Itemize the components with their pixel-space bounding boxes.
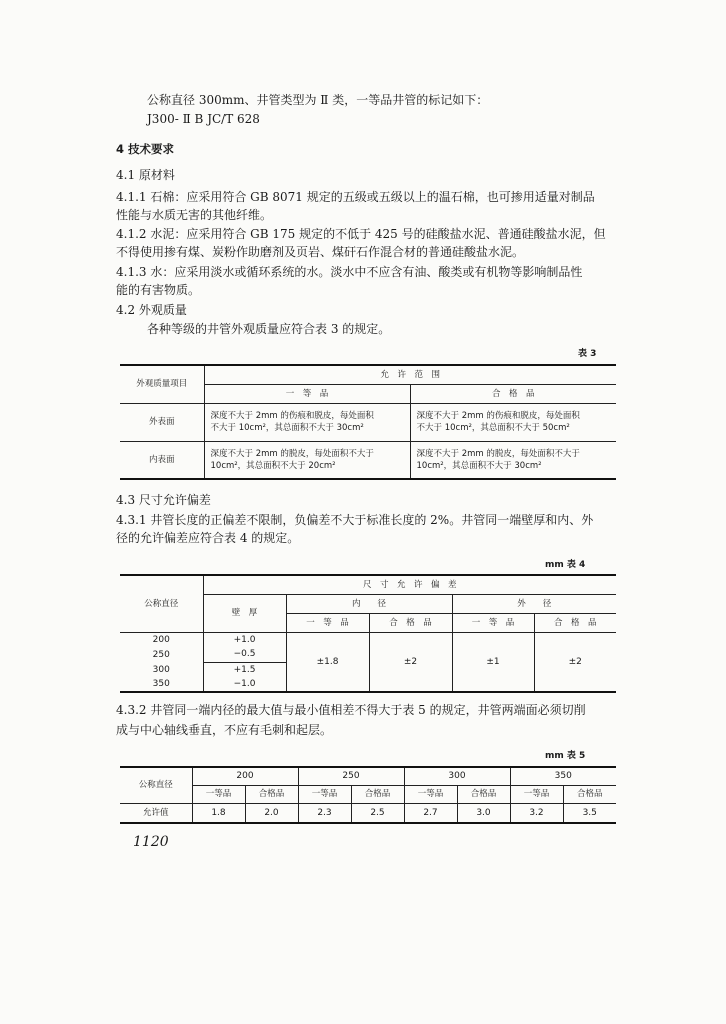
clause-4-1-1: 4.1.1 石棉：应采用符合 GB 8071 规定的五级或五级以上的温石棉，也可掺用适量对制品 <box>116 190 595 204</box>
clause-4-1-3: 4.1.3 水：应采用淡水或循环系统的水。淡水中不应含有油、酸类或有机物等影响制品性 <box>116 265 583 279</box>
clause-4-2-text: 各种等级的井管外观质量应符合表 3 的规定。 <box>147 322 391 336</box>
table-4-dn: 250 <box>120 647 203 662</box>
table-3-header-qualified: 合 格 品 <box>410 384 616 403</box>
table-5-header-dn-value: 350 <box>510 767 616 785</box>
table-3-cell-line: 10cm²，其总面积不大于 30cm² <box>416 460 542 471</box>
table-4-header-wall: 壁 厚 <box>203 594 286 632</box>
table-5-value: 2.3 <box>298 803 351 823</box>
table-4-header-inner: 内 径 <box>286 594 452 613</box>
table-row <box>120 403 616 441</box>
table-4-header-first: 一 等 品 <box>452 613 534 632</box>
table-5-value: 3.2 <box>510 803 563 823</box>
table-3-item: 内表面 <box>120 441 204 479</box>
section-4-2-title: 4.2 外观质量 <box>116 303 187 317</box>
section-4-title: 4 技术要求 <box>116 142 175 156</box>
table-3-cell <box>204 441 410 479</box>
table-3-header-item: 外观质量项目 <box>120 365 204 403</box>
table-3-cell <box>204 403 410 441</box>
table-5-value: 1.8 <box>192 803 245 823</box>
table-5-row-label: 允许值 <box>120 803 192 823</box>
table-3-header-first: 一 等 品 <box>204 384 410 403</box>
table-4-dn: 200 <box>120 632 203 647</box>
table-5-header-qualified: 合格品 <box>245 785 298 803</box>
table-4-inner-first: ±1.8 <box>286 632 369 692</box>
table-4-outer-first: ±1 <box>452 632 534 692</box>
table-5-value: 3.0 <box>457 803 510 823</box>
table-3-caption: 表 3 <box>578 349 597 359</box>
table-3-item: 外表面 <box>120 403 204 441</box>
table-4-wall: −1.0 <box>203 677 286 692</box>
table-4-caption: mm 表 4 <box>545 560 586 570</box>
table-4-wall: +1.0 <box>203 632 286 647</box>
table-row <box>120 632 616 647</box>
table-5-header-first: 一等品 <box>510 785 563 803</box>
clause-4-1-1-cont: 性能与水质无害的其他纤维。 <box>116 208 273 222</box>
table-4-outer-qualified: ±2 <box>534 632 616 692</box>
table-4-wall: −0.5 <box>203 647 286 662</box>
table-5-header-first: 一等品 <box>404 785 457 803</box>
table-5-value: 2.7 <box>404 803 457 823</box>
table-4-header-qualified: 合 格 品 <box>369 613 452 632</box>
clause-4-3-2: 4.3.2 井管同一端内径的最大值与最小值相差不得大于表 5 的规定，井管两端面必须切削 <box>116 703 586 717</box>
table-5-header-dn-value: 200 <box>192 767 298 785</box>
table-5 <box>120 766 616 824</box>
table-5-header-qualified: 合格品 <box>457 785 510 803</box>
table-4-wall: +1.5 <box>203 662 286 677</box>
table-row <box>120 441 616 479</box>
table-5-header-qualified: 合格品 <box>563 785 616 803</box>
table-3-cell-line: 深度不大于 2mm 的伤痕和脱皮，每处面积 <box>210 411 374 421</box>
section-4-3-title: 4.3 尺寸允许偏差 <box>116 493 211 507</box>
clause-4-3-1-cont: 径的允许偏差应符合表 4 的规定。 <box>116 531 300 545</box>
table-5-value: 2.0 <box>245 803 298 823</box>
table-5-header-first: 一等品 <box>298 785 351 803</box>
clause-4-1-3-cont: 能的有害物质。 <box>116 283 201 297</box>
table-3-cell <box>410 441 616 479</box>
table-5-header-dn-value: 250 <box>298 767 404 785</box>
table-5-header-qualified: 合格品 <box>351 785 404 803</box>
table-row <box>120 803 616 823</box>
table-3 <box>120 364 616 480</box>
table-3-cell-line: 不大于 10cm²，其总面积不大于 30cm² <box>210 423 364 433</box>
clause-4-1-2-cont: 不得使用掺有煤、炭粉作助磨剂及页岩、煤矸石作混合材的普通硅酸盐水泥。 <box>116 245 525 259</box>
table-4-header-outer: 外 径 <box>452 594 616 613</box>
table-3-cell-line: 深度不大于 2mm 的脱皮，每处面积不大于 <box>210 448 374 459</box>
table-3-cell <box>410 403 616 441</box>
table-5-header-first: 一等品 <box>192 785 245 803</box>
table-3-cell-line: 深度不大于 2mm 的脱皮，每处面积不大于 <box>416 448 580 459</box>
table-5-value: 3.5 <box>563 803 616 823</box>
table-4-inner-qualified: ±2 <box>369 632 452 692</box>
marking-example: J300- Ⅱ B JC/T 628 <box>147 112 260 126</box>
clause-4-1-2: 4.1.2 水泥：应采用符合 GB 175 规定的不低于 425 号的硅酸盐水泥、普通硅酸盐水泥，但 <box>116 227 606 241</box>
table-4-header-dn: 公称直径 <box>120 575 203 632</box>
clause-4-3-1: 4.3.1 井管长度的正偏差不限制，负偏差不大于标准长度的 2%。井管同一端壁厚和内、外 <box>116 513 594 527</box>
table-3-cell-line: 10cm²，其总面积不大于 20cm² <box>210 460 336 471</box>
clause-4-3-2-cont: 成与中心轴线垂直，不应有毛刺和起层。 <box>116 723 333 737</box>
table-5-caption: mm 表 5 <box>545 751 586 761</box>
table-5-header-dn: 公称直径 <box>120 767 192 803</box>
table-4 <box>120 574 616 693</box>
table-4-dn: 300 <box>120 662 203 677</box>
section-4-1-title: 4.1 原材料 <box>116 168 175 182</box>
table-4-header-qualified: 合 格 品 <box>534 613 616 632</box>
table-3-header-range: 允 许 范 围 <box>204 365 616 384</box>
table-5-value: 2.5 <box>351 803 404 823</box>
table-5-header-dn-value: 300 <box>404 767 510 785</box>
page-number: 1120 <box>133 834 169 850</box>
table-3-cell-line: 不大于 10cm²，其总面积不大于 50cm² <box>416 423 570 433</box>
table-4-header-first: 一 等 品 <box>286 613 369 632</box>
marking-intro: 公称直径 300mm、井管类型为 Ⅱ 类，一等品井管的标记如下： <box>147 93 489 107</box>
table-3-cell-line: 深度不大于 2mm 的伤痕和脱皮，每处面积 <box>416 411 580 421</box>
table-4-dn: 350 <box>120 677 203 692</box>
table-4-header-dev: 尺 寸 允 许 偏 差 <box>203 575 616 594</box>
